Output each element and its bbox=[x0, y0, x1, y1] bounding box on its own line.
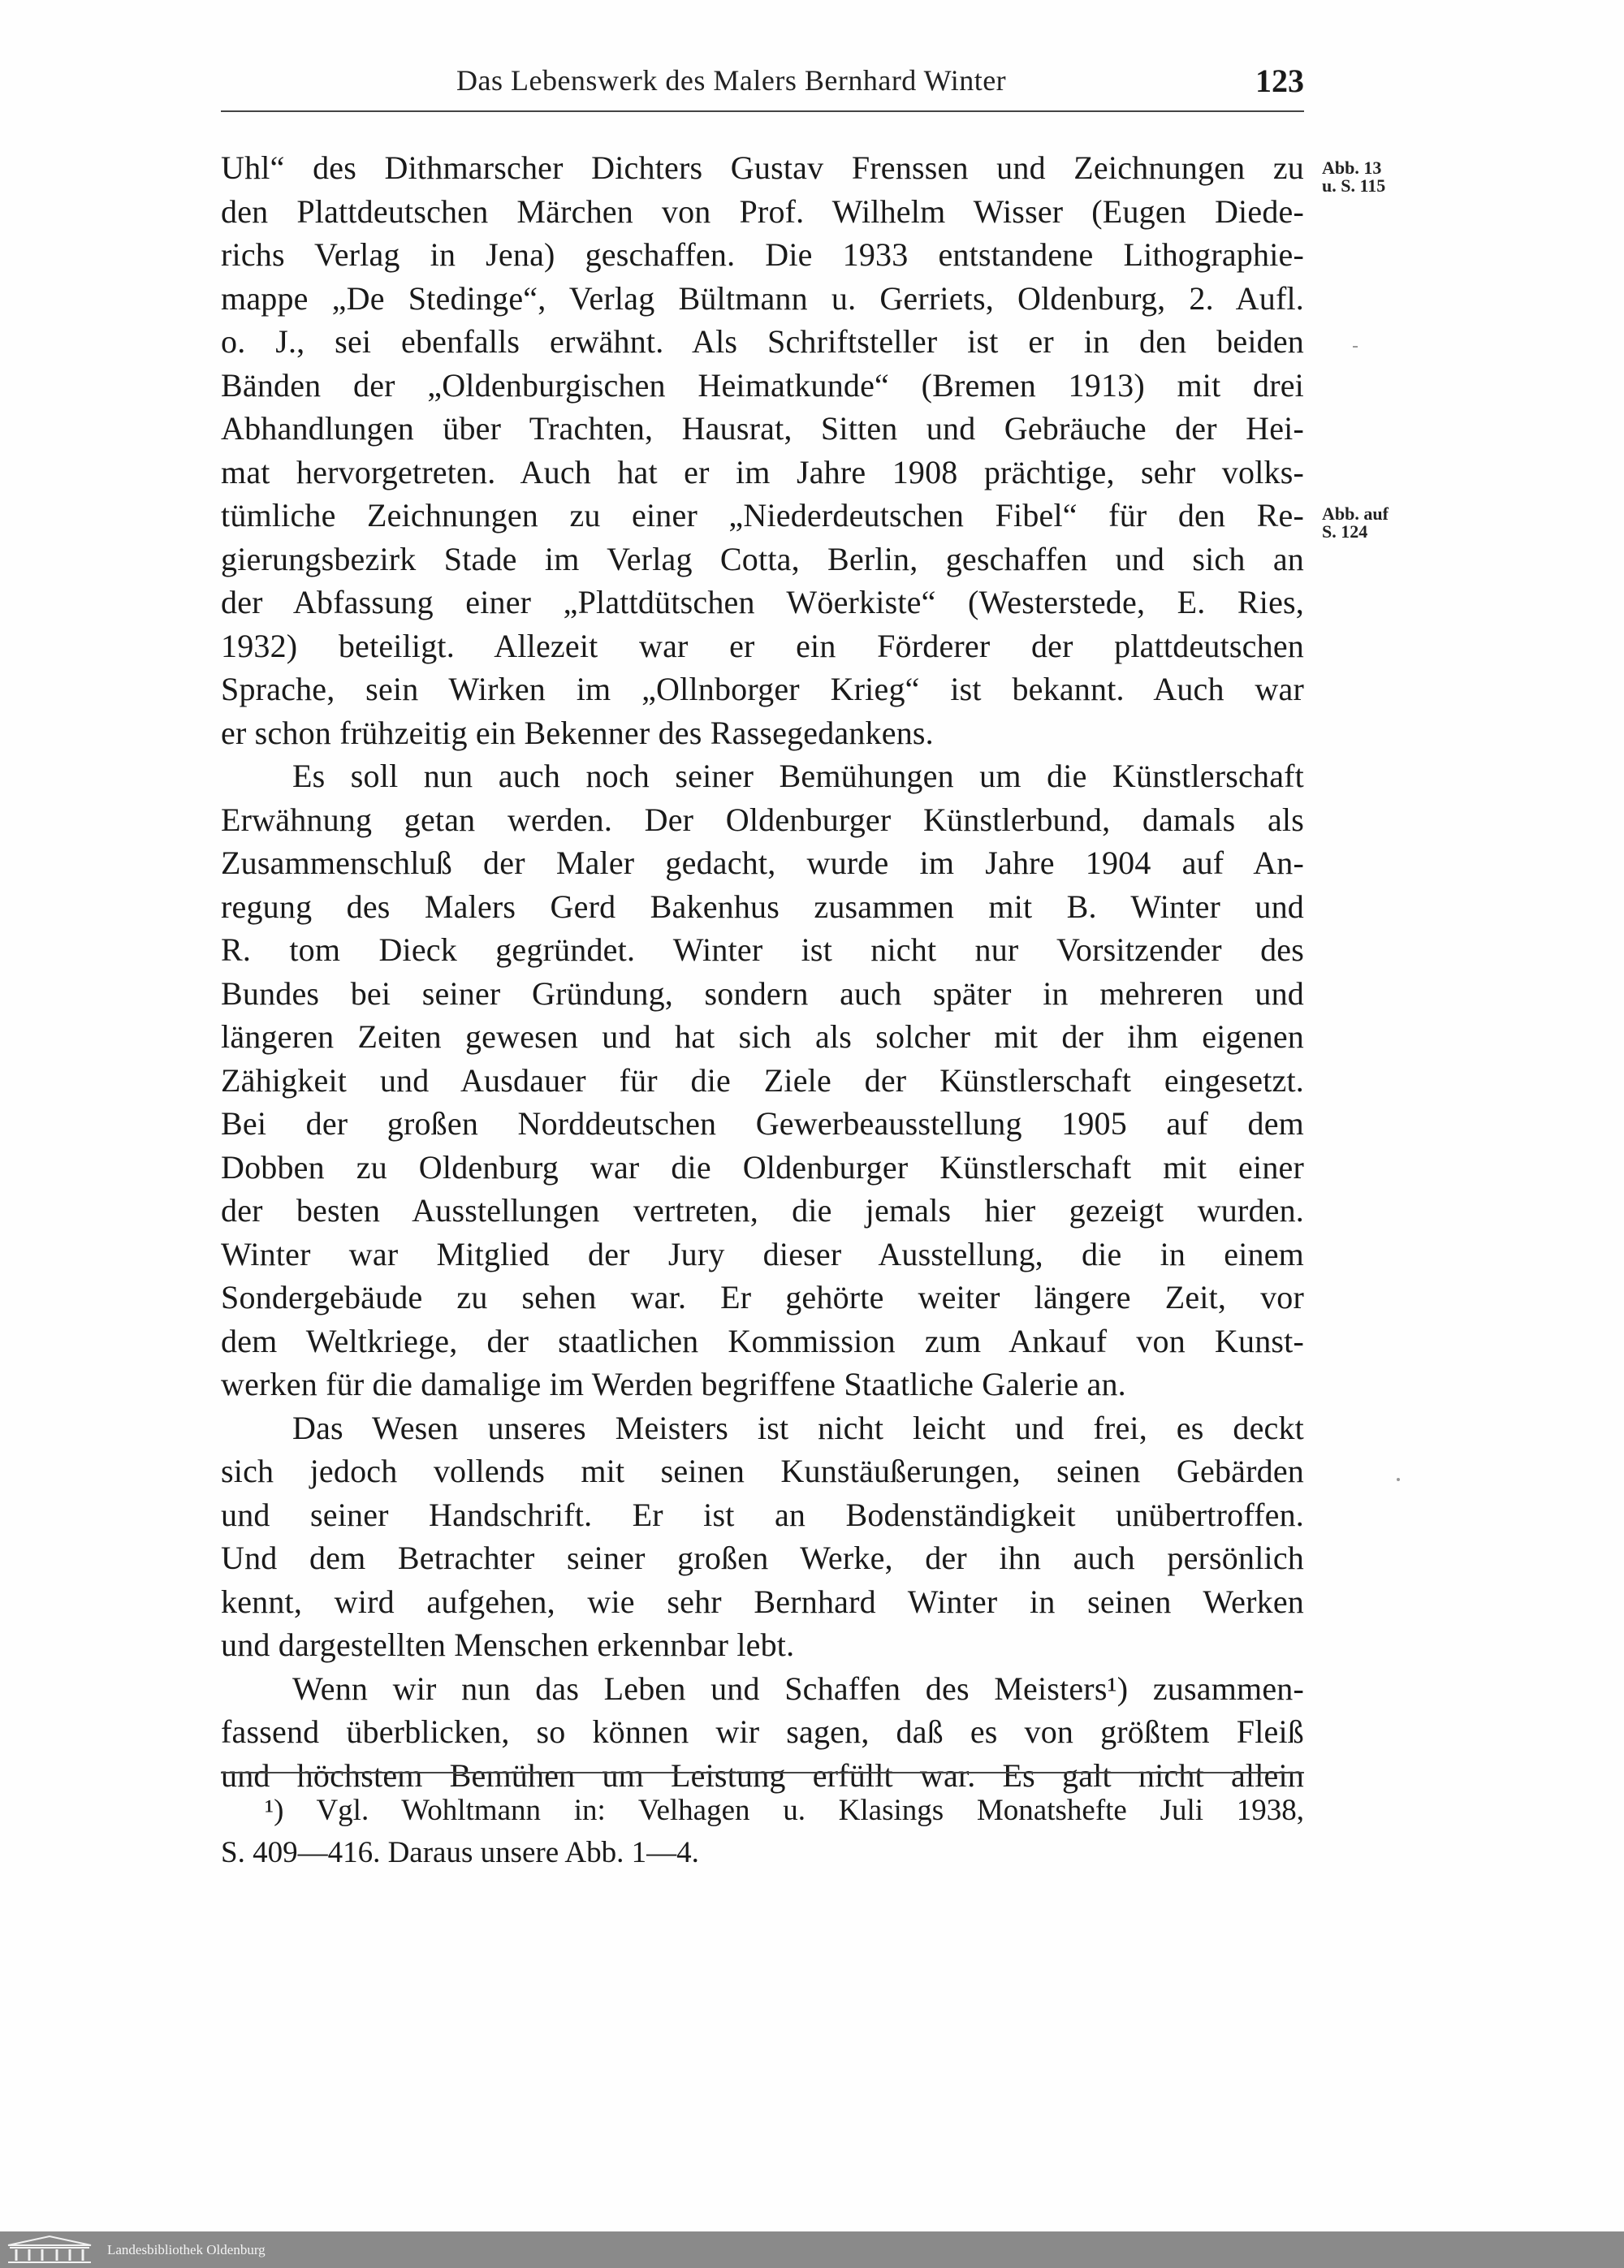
running-title: Das Lebenswerk des Malers Bernhard Winter bbox=[456, 64, 1007, 97]
text-line: richs Verlag in Jena) geschaffen. Die 1933 entstandene Lithographie- bbox=[221, 236, 1304, 273]
text-line: Das Wesen unseres Meisters ist nicht leicht und frei, es deckt bbox=[292, 1409, 1304, 1446]
text-line: und seiner Handschrift. Er ist an Bodenständigkeit unübertroffen. bbox=[221, 1496, 1304, 1533]
text-line: Erwähnung getan werden. Der Oldenburger Künstlerbund, damals als bbox=[221, 801, 1304, 838]
header-rule bbox=[221, 110, 1304, 112]
text-line: der besten Ausstellungen vertreten, die jemals hier gezeigt wurden. bbox=[221, 1192, 1304, 1229]
text-line: der Abfassung einer „Plattdütschen Wöerkiste“ (Westerstede, E. Ries, bbox=[221, 584, 1304, 620]
footnote-line: S. 409—416. Daraus unsere Abb. 1—4. bbox=[221, 1836, 699, 1869]
text-line: längeren Zeiten gewesen und hat sich als solcher mit der ihm eigenen bbox=[221, 1018, 1304, 1055]
margin-note-line: Abb. auf bbox=[1322, 503, 1389, 524]
margin-mark bbox=[1397, 1478, 1400, 1481]
body-text bbox=[221, 146, 1304, 1797]
text-line: mat hervorgetreten. Auch hat er im Jahre 1908 prächtige, sehr volks- bbox=[221, 453, 1304, 490]
text-line: Winter war Mitglied der Jury dieser Ausstellung, die in einem bbox=[221, 1235, 1304, 1272]
text-line: Sprache, sein Wirken im „Ollnborger Krieg“ ist bekannt. Auch war bbox=[221, 671, 1304, 707]
margin-mark bbox=[1353, 346, 1358, 348]
margin-note-line: S. 124 bbox=[1322, 521, 1368, 542]
margin-note-abb-13 bbox=[1322, 159, 1419, 195]
text-line: Und dem Betrachter seiner großen Werke, der ihn auch persönlich bbox=[221, 1540, 1304, 1576]
text-line: und dargestellten Menschen erkennbar lebt. bbox=[221, 1626, 795, 1663]
footnote-line: ¹) Vgl. Wohltmann in: Velhagen u. Klasings Monatshefte Juli 1938, bbox=[265, 1794, 1304, 1827]
text-line: gierungsbezirk Stade im Verlag Cotta, Berlin, geschaffen und sich an bbox=[221, 540, 1304, 577]
text-line: Dobben zu Oldenburg war die Oldenburger Künstlerschaft mit einer bbox=[221, 1148, 1304, 1186]
text-line: und höchstem Bemühen um Leistung erfüllt war. Es galt nicht allein bbox=[221, 1756, 1304, 1794]
text-line: R. tom Dieck gegründet. Winter ist nicht nur Vorsitzender des bbox=[221, 931, 1304, 968]
text-line: Es soll nun auch noch seiner Bemühungen um die Künstlerschaft bbox=[292, 758, 1304, 794]
text-line: Bänden der „Oldenburgischen Heimatkunde“ (Bremen 1913) mit drei bbox=[221, 366, 1304, 404]
text-line: regung des Malers Gerd Bakenhus zusammen mit B. Winter und bbox=[221, 888, 1304, 925]
text-line: 1932) beteiligt. Allezeit war er ein Förderer der plattdeutschen bbox=[221, 627, 1304, 664]
footnote-rule bbox=[221, 1772, 1304, 1773]
text-line: mappe „De Stedinge“, Verlag Bültmann u. Gerriets, Oldenburg, 2. Aufl. bbox=[221, 279, 1304, 317]
text-line: Zähigkeit und Ausdauer für die Ziele der Künstlerschaft eingesetzt. bbox=[221, 1061, 1304, 1099]
footnote bbox=[221, 1790, 1304, 1874]
text-line: Wenn wir nun das Leben und Schaffen des Meisters¹) zusammen- bbox=[292, 1670, 1304, 1707]
text-line: den Plattdeutschen Märchen von Prof. Wilhelm Wisser (Eugen Diede- bbox=[221, 192, 1304, 230]
running-head bbox=[221, 63, 1304, 112]
library-building-icon bbox=[5, 2234, 94, 2265]
text-line: Uhl“ des Dithmarscher Dichters Gustav Frenssen und Zeichnungen zu bbox=[221, 149, 1304, 186]
text-line: Bundes bei seiner Gründung, sondern auch später in mehreren und bbox=[221, 974, 1304, 1012]
text-line: tümliche Zeichnungen zu einer „Niederdeutschen Fibel“ für den Re- bbox=[221, 497, 1304, 534]
text-line: werken für die damalige im Werden begriffene Staatliche Galerie an. bbox=[221, 1366, 1126, 1402]
margin-note-line: Abb. 13 bbox=[1322, 158, 1382, 178]
text-line: kennt, wird aufgehen, wie sehr Bernhard Winter in seinen Werken bbox=[221, 1583, 1304, 1620]
text-line: er schon frühzeitig ein Bekenner des Rassegedankens. bbox=[221, 714, 934, 751]
text-line: o. J., sei ebenfalls erwähnt. Als Schriftsteller ist er in den beiden bbox=[221, 323, 1304, 360]
text-line: Abhandlungen über Trachten, Hausrat, Sitten und Gebräuche der Hei- bbox=[221, 410, 1304, 447]
page-number: 123 bbox=[1255, 63, 1304, 99]
text-line: dem Weltkriege, der staatlichen Kommission zum Ankauf von Kunst- bbox=[221, 1322, 1304, 1359]
text-line: Zusammenschluß der Maler gedacht, wurde im Jahre 1904 auf An- bbox=[221, 845, 1304, 881]
library-name: Landesbibliothek Oldenburg bbox=[107, 2242, 266, 2257]
text-line: sich jedoch vollends mit seinen Kunstäußerungen, seinen Gebärden bbox=[221, 1453, 1304, 1489]
library-footer-bar bbox=[0, 2231, 1624, 2268]
text-line: Bei der großen Norddeutschen Gewerbeausstellung 1905 auf dem bbox=[221, 1105, 1304, 1142]
text-line: Sondergebäude zu sehen war. Er gehörte weiter längere Zeit, vor bbox=[221, 1279, 1304, 1315]
margin-note-abb-auf bbox=[1322, 505, 1419, 541]
margin-note-line: u. S. 115 bbox=[1322, 175, 1386, 196]
text-line: fassend überblicken, so können wir sagen, daß es von größtem Fleiß bbox=[221, 1713, 1304, 1750]
